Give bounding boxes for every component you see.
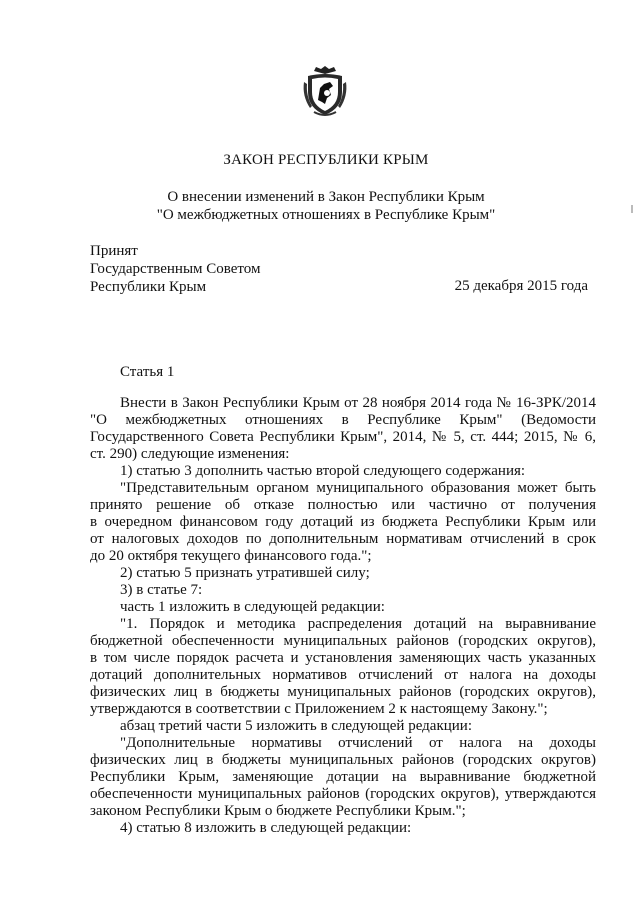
text-line: бюджетной обеспеченности муниципальных районов (городских округов),: [90, 633, 596, 649]
text-line: "1. Порядок и методика распределения дотаций на выравнивание: [120, 616, 596, 632]
text-line: утверждаются в соответствии с Приложением 2 к настоящему Закону.";: [90, 701, 548, 717]
text-line: 4) статью 8 изложить в следующей редакции:: [120, 820, 412, 836]
text-line: ст. 290) следующие изменения:: [90, 446, 290, 462]
subtitle-line: О внесении изменений в Закон Республики Крым: [167, 189, 485, 205]
adoption-date: 25 декабря 2015 года: [454, 278, 588, 294]
text-line: 2) статью 5 признать утратившей силу;: [120, 565, 370, 581]
text-line: физических лиц в бюджеты муниципальных районов (городских округов): [90, 752, 596, 768]
law-title: ЗАКОН РЕСПУБЛИКИ КРЫМ: [223, 152, 429, 168]
text-line: дотаций дополнительных нормативов отчислений от налога на доходы: [90, 667, 596, 683]
text-line: до 20 октября текущего финансового года.";: [90, 548, 372, 564]
text-line: "Дополнительные нормативы отчислений от налога на доходы: [120, 735, 596, 751]
text-line: 3) в статье 7:: [120, 582, 203, 598]
text-line: в очередном финансовом году дотаций из бюджета Республики Крым или: [90, 514, 596, 530]
text-line: Внести в Закон Республики Крым от 28 ноября 2014 года № 16-ЗРК/2014: [120, 395, 596, 411]
text-line: от налоговых доходов по дополнительным нормативам отчислений в срок: [90, 531, 596, 547]
text-line: Государственного Совета Республики Крым", 2014, № 5, ст. 444; 2015, № 6,: [90, 429, 596, 445]
adoption-block: [90, 242, 261, 296]
text-line: абзац третий части 5 изложить в следующей редакции:: [120, 718, 472, 734]
text-line: принято решение об отказе полностью или частично от получения: [90, 497, 596, 513]
subtitle-line: "О межбюджетных отношениях в Республике Крым": [156, 207, 496, 223]
text-line: физических лиц в бюджеты муниципальных районов (городских округов),: [90, 684, 596, 700]
article-body: [90, 395, 596, 837]
text-line: "Представительным органом муниципального образования может быть: [120, 480, 596, 496]
text-line: Республики Крым, заменяющие дотации на выравнивание бюджетной: [90, 769, 596, 785]
text-line: 1) статью 3 дополнить частью второй следующего содержания:: [120, 463, 526, 479]
adoption-line: Республики Крым: [90, 279, 207, 295]
adoption-line: Принят: [90, 243, 138, 259]
scan-mark: [631, 205, 633, 213]
text-line: законом Республики Крым о бюджете Республики Крым.";: [90, 803, 466, 819]
crimea-coat-of-arms-icon: [300, 62, 350, 118]
article-heading: Статья 1: [120, 364, 175, 380]
text-line: обеспеченности муниципальных районов (городских округов), утверждаются: [90, 786, 596, 802]
law-subtitle: [0, 188, 640, 224]
adoption-line: Государственным Советом: [90, 261, 261, 277]
text-line: часть 1 изложить в следующей редакции:: [120, 599, 385, 615]
text-line: в том числе порядок расчета и установления заменяющих часть указанных: [90, 650, 596, 666]
text-line: "О межбюджетных отношениях в Республике Крым" (Ведомости: [90, 412, 596, 428]
